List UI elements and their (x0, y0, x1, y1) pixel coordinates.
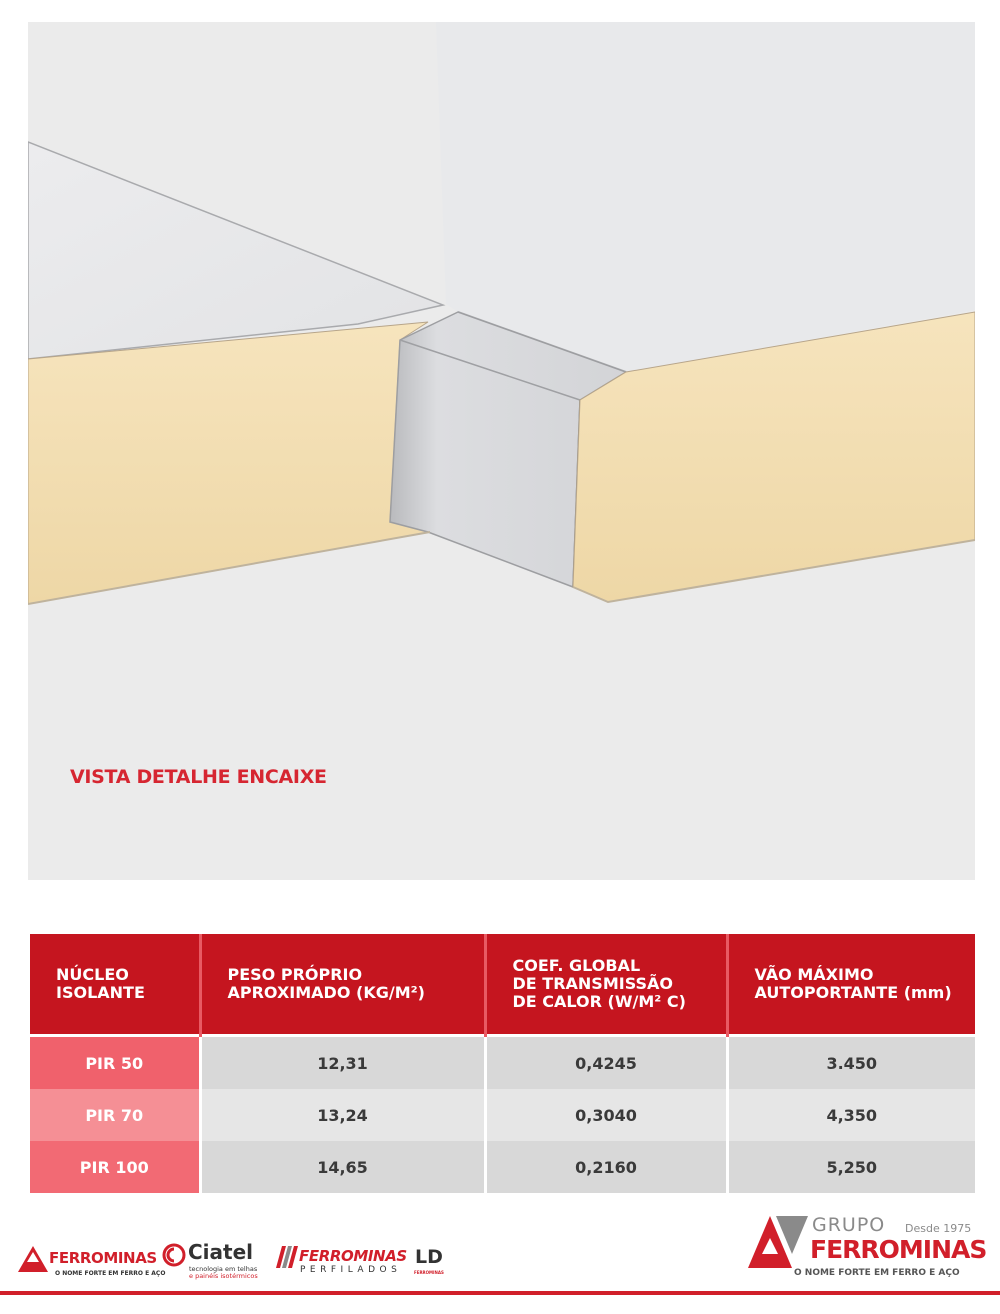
footer-logos (0, 1200, 1000, 1314)
cell-span: 3.450 (727, 1036, 975, 1090)
grupo-label: GRUPO (812, 1214, 886, 1236)
grupo-name: FERROMINAS (810, 1235, 987, 1264)
grupo-tagline: O NOME FORTE EM FERRO E AÇO (794, 1268, 960, 1278)
cell-core: PIR 70 (30, 1089, 200, 1141)
right-panel-face (436, 22, 975, 372)
ferrominas-logo (18, 1246, 166, 1282)
ferrominas-perfilados-logo (272, 1246, 407, 1276)
illustration-caption: VISTA DETALHE ENCAIXE (70, 766, 327, 788)
ciatel-name: Ciatel (188, 1240, 254, 1264)
perfilados-name: FERROMINAS (299, 1247, 407, 1265)
cell-weight: 13,24 (200, 1089, 485, 1141)
ferrominas-name: FERROMINAS (49, 1249, 157, 1267)
perfilados-mark-icon (272, 1246, 298, 1268)
ciatel-logo (162, 1240, 262, 1282)
ciatel-mark-icon (162, 1243, 186, 1267)
cell-weight: 12,31 (200, 1036, 485, 1090)
cell-core: PIR 100 (30, 1141, 200, 1193)
cell-weight: 14,65 (200, 1141, 485, 1193)
cell-core: PIR 50 (30, 1036, 200, 1090)
perfilados-sub: PERFILADOS (300, 1265, 402, 1275)
table-header-row (30, 934, 975, 1036)
cell-span: 5,250 (727, 1141, 975, 1193)
ld-sub: FERROMINAS (414, 1270, 444, 1275)
table-row (30, 1141, 975, 1193)
grupo-ferrominas-logo (748, 1214, 987, 1288)
header-max-span: VÃO MÁXIMO AUTOPORTANTE (mm) (727, 934, 975, 1036)
grupo-since: Desde 1975 (905, 1222, 972, 1235)
cell-coefficient: 0,2160 (485, 1141, 727, 1193)
ferrominas-mark-icon (18, 1246, 48, 1272)
header-thermal-coefficient: COEF. GLOBAL DE TRANSMISSÃO DE CALOR (W/M² C) (485, 934, 727, 1036)
table-row (30, 1089, 975, 1141)
specs-table (30, 934, 975, 1193)
left-panel-core (28, 322, 430, 604)
header-weight: PESO PRÓPRIO APROXIMADO (KG/M²) (200, 934, 485, 1036)
cell-coefficient: 0,4245 (485, 1036, 727, 1090)
ferrominas-tagline: O NOME FORTE EM FERRO E AÇO (55, 1270, 166, 1277)
table-row (30, 1036, 975, 1090)
ciatel-tagline-2: e painéis isotérmicos (189, 1272, 258, 1280)
header-core: NÚCLEO ISOLANTE (30, 934, 200, 1036)
sandwich-panel-drawing (28, 22, 975, 880)
cell-span: 4,350 (727, 1089, 975, 1141)
ld-logo (413, 1246, 453, 1276)
footer-divider (0, 1291, 1000, 1295)
ld-name: LD (415, 1246, 443, 1268)
panel-illustration (28, 22, 975, 880)
cell-coefficient: 0,3040 (485, 1089, 727, 1141)
ciatel-tagline-1: tecnologia em telhas (189, 1265, 258, 1273)
grupo-mark-icon (748, 1216, 808, 1268)
